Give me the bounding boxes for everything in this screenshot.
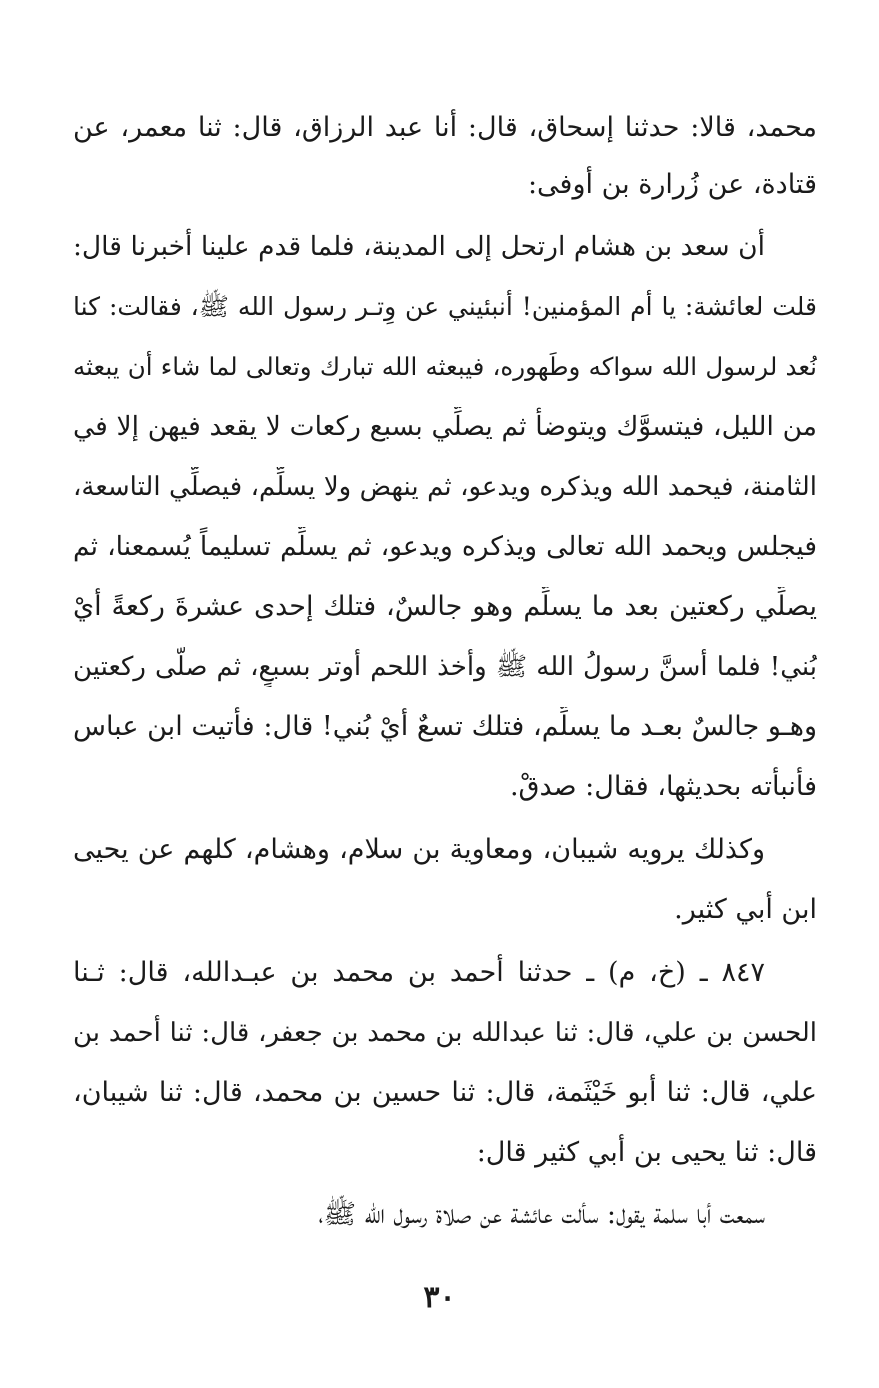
text-line: قال: ثنا يحيى بن أبي كثير قال:: [476, 1137, 817, 1168]
text-line: سمعت أبا سلمة يقول: سألت عائشة عن صلاة رسول الله ﷺ،: [318, 1199, 765, 1230]
hadith-number-line: ٨٤٧ ـ (خ، م) ـ حدثنا أحمد بن محمد بن عبـدالله، قال: ثـنا: [73, 957, 765, 988]
text-line: نُعد لرسول الله سواكه وطَهوره، فيبعثه الله تبارك وتعالى لما شاء أن يبعثه: [73, 352, 817, 381]
text-line: وكذلك يرويه شيبان، ومعاوية بن سلام، وهشام، كلهم عن يحيى: [73, 834, 765, 865]
text-line: علي، قال: ثنا أبو خَيْثَمة، قال: ثنا حسين بن محمد، قال: ثنا شيبان،: [73, 1077, 817, 1108]
page-number: ٣٠: [423, 1280, 456, 1315]
text-line: يصلِّي ركعتين بعد ما يسلِّم وهو جالسٌ، فتلك إحدى عشرةَ ركعةً أيْ: [73, 591, 817, 622]
text-line: بُني! فلما أسنَّ رسولُ الله ﷺ وأخذ اللحم أوتر بسبعٍ، ثم صلَّى ركعتين: [73, 652, 817, 682]
text-line: فأنبأته بحديثها، فقال: صدقْ.: [509, 771, 817, 802]
text-line: قتادة، عن زُرارة بن أوفى:: [527, 169, 817, 200]
text-line: الثامنة، فيحمد الله ويذكره ويدعو، ثم ينهض ولا يسلِّم، فيصلِّي التاسعة،: [73, 472, 817, 502]
text-line: فيجلس ويحمد الله تعالى ويذكره ويدعو، ثم يسلِّم تسليماً يُسمعنا، ثم: [73, 531, 817, 562]
text-line: ابن أبي كثير.: [674, 894, 817, 925]
text-line: الحسن بن علي، قال: ثنا عبدالله بن محمد بن جعفر، قال: ثنا أحمد بن: [73, 1018, 817, 1048]
text-line: من الليل، فيتسوَّك ويتوضأ ثم يصلِّي بسبع ركعات لا يقعد فيهن إلا في: [73, 411, 817, 442]
text-line: محمد، قالا: حدثنا إسحاق، قال: أنا عبد الرزاق، قال: ثنا معمر، عن: [73, 112, 817, 143]
text-line: وهـو جالسٌ بعـد ما يسلِّم، فتلك تسعٌ أيْ بُني! قال: فأتيت ابن عباس: [73, 711, 817, 742]
text-line: أن سعد بن هشام ارتحل إلى المدينة، فلما قدم علينا أخبرنا قال:: [73, 231, 765, 262]
text-line: قلت لعائشة: يا أم المؤمنين! أنبئيني عن وِتـر رسول الله ﷺ، فقالت: كنا: [73, 292, 817, 321]
